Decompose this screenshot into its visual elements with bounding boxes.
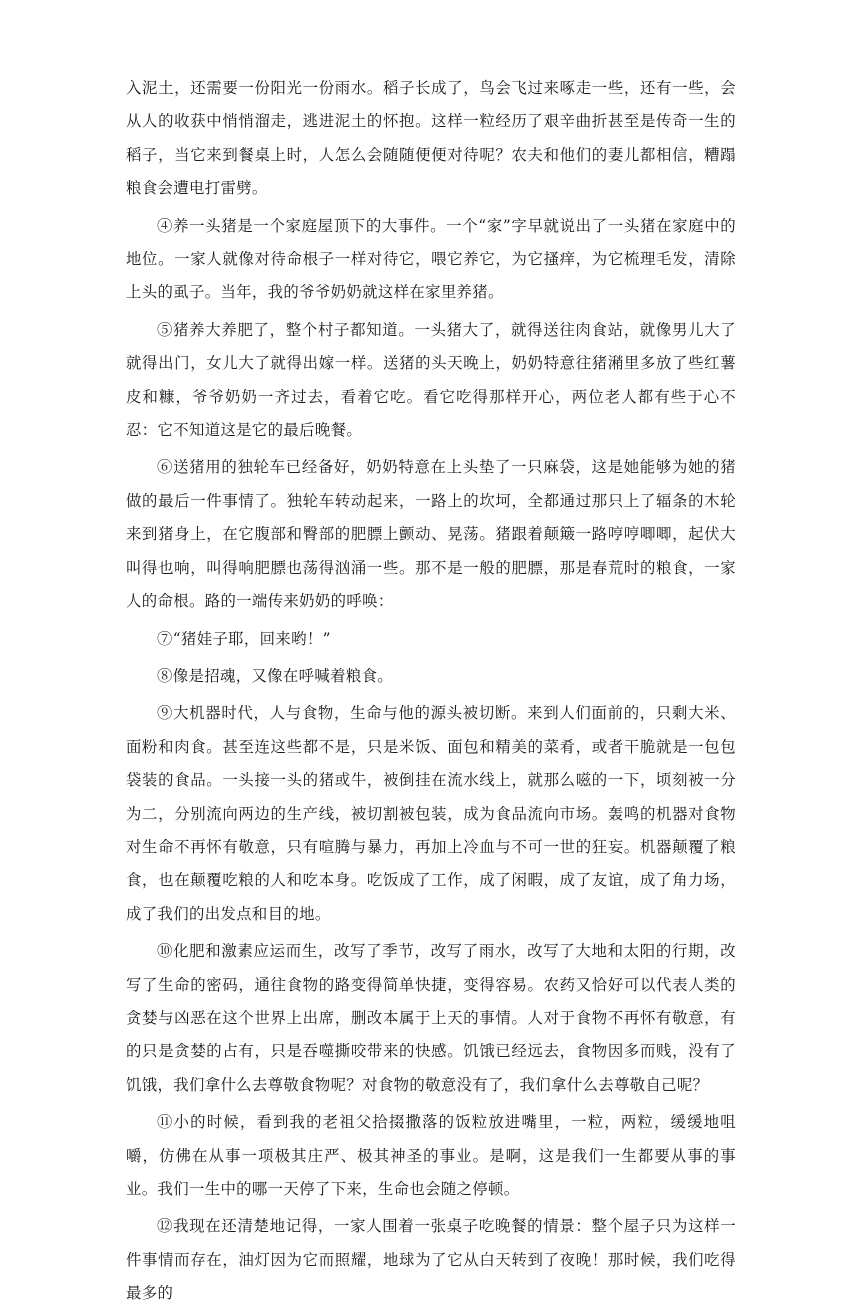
paragraph-12: ⑫我现在还清楚地记得，一家人围着一张桌子吃晚餐的情景：整个屋子只为这样一件事情而存在，油灯因为它而照耀，地球为了它从白天转到了夜晚！那时候，我们吃得最多的 — [126, 1217, 736, 1303]
paragraph-continued: 入泥土，还需要一份阳光一份雨水。稻子长成了，鸟会飞过来啄走一些，还有一些，会从人的收获中悄悄溜走，逃进泥土的怀抱。这样一粒经历了艰辛曲折甚至是传奇一生的稻子，当它来到餐桌上时，人怎么会随随便便对待呢？农夫和他们的妻儿都相信，糟蹋粮食会遭电打雷劈。 — [126, 79, 736, 198]
document-page — [126, 72, 736, 1315]
paragraph-10: ⑩化肥和激素应运而生，改写了季节，改写了雨水，改写了大地和太阳的行期，改写了生命的密码，通往食物的路变得简单快捷，变得容易。农药又恰好可以代表人类的贪婪与凶恶在这个世界上出席，删改本属于上天的事情。人对于食物不再怀有敬意，有的只是贪婪的占有，只是吞噬撕咬带来的快感。饥饿已经远去，食物因多而贱，没有了饥饿，我们拿什么去尊敬食物呢？对食物的敬意没有了，我们拿什么去尊敬自己呢？ — [126, 942, 736, 1094]
paragraph-7: ⑦“猪娃子耶，回来哟！” — [157, 629, 331, 648]
paragraph-4: ④养一头猪是一个家庭屋顶下的大事件。一个“家”字早就说出了一头猪在家庭中的地位。一家人就像对待命根子一样对待它，喂它养它，为它搔痒，为它梳理毛发，清除上头的虱子。当年，我的爷爷奶奶就这样在家里养猪。 — [126, 216, 736, 302]
paragraph-9: ⑨大机器时代，人与食物，生命与他的源头被切断。来到人们面前的，只剩大米、面粉和肉食。甚至连这些都不是，只是米饭、面包和精美的菜肴，或者干脆就是一包包袋装的食品。一头接一头的猪或牛，被倒挂在流水线上，就那么嗞的一下，顷刻被一分为二，分别流向两边的生产线，被切割被包装，成为食品流向市场。轰鸣的机器对食物对生命不再怀有敬意，只有喧腾与暴力，再加上冷血与不可一世的狂妄。机器颠覆了粮食，也在颠覆吃粮的人和吃本身。吃饭成了工作，成了闲暇，成了友谊，成了角力场，成了我们的出发点和目的地。 — [126, 704, 736, 923]
paragraph-6: ⑥送猪用的独轮车已经备好，奶奶特意在上头垫了一只麻袋，这是她能够为她的猪做的最后一件事情了。独轮车转动起来，一路上的坎坷，全都通过那只上了辐条的木轮来到猪身上，在它腹部和臀部的肥膘上颤动、晃荡。猪跟着颠簸一路哼哼唧唧，起伏大叫得也响，叫得响肥膘也荡得汹涌一些。那不是一般的肥膘，那是春荒时的粮食，一家人的命根。路的一端传来奶奶的呼唤： — [126, 458, 736, 611]
paragraph-8: ⑧像是招魂，又像在呼喊着粮食。 — [157, 666, 394, 685]
paragraph-5: ⑤猪养大养肥了，整个村子都知道。一头猪大了，就得送往肉食站，就像男儿大了就得出门，女儿大了就得出嫁一样。送猪的头天晚上，奶奶特意往猪潲里多放了些红薯皮和糠，爷爷奶奶一齐过去，看着它吃。看它吃得那样开心，两位老人都有些于心不忍：它不知道这是它的最后晚餐。 — [126, 320, 736, 440]
paragraph-11: ⑪小的时候，看到我的老祖父拾掇撒落的饭粒放进嘴里，一粒，两粒，缓缓地咀嚼，仿佛在从事一项极其庄严、极其神圣的事业。是啊，这是我们一生都要从事的事业。我们一生中的哪一天停了下来，生命也会随之停顿。 — [126, 1113, 736, 1198]
